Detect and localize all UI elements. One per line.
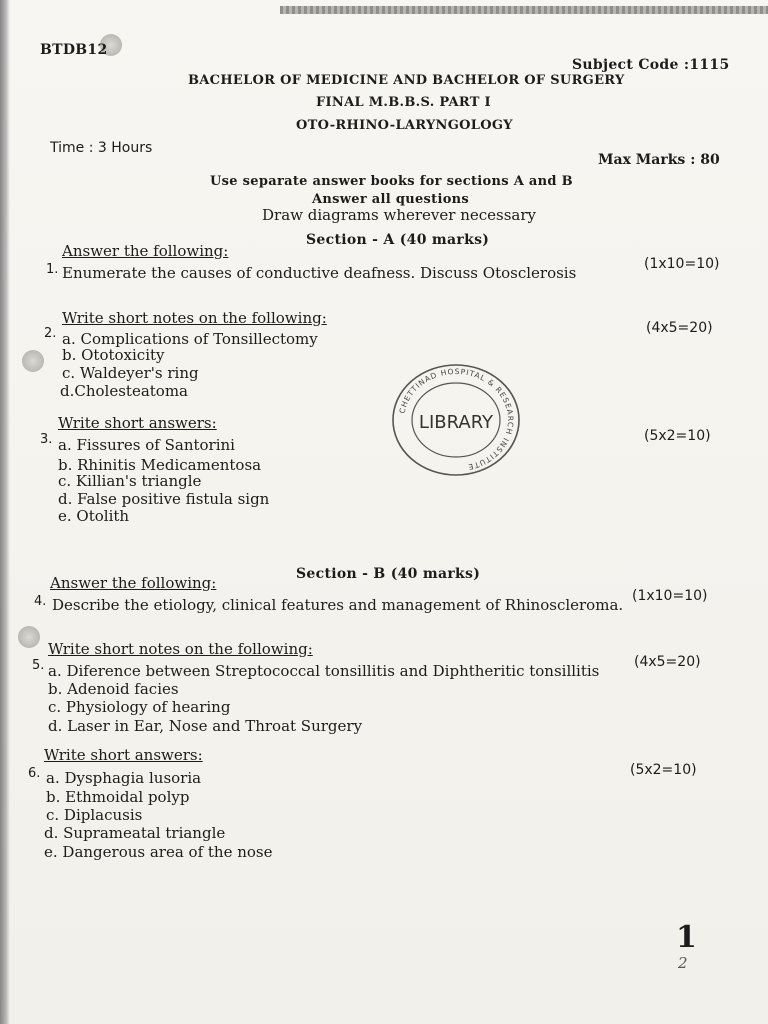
q3-item-e: e. Otolith	[58, 507, 130, 525]
stamp-ring-text: CHETTINAD HOSPITAL & RESEARCH INSTITUTE	[397, 366, 516, 472]
exam-title: FINAL M.B.B.S. PART I	[316, 95, 491, 110]
q3-item-c: c. Killian's triangle	[58, 472, 202, 490]
q3-marks: (5x2=10)	[644, 428, 711, 444]
q6-number: 6.	[28, 766, 41, 781]
instruction-diagrams: Draw diagrams wherever necessary	[262, 206, 537, 224]
q3-number: 3.	[40, 432, 53, 447]
scan-top-edge	[280, 6, 768, 14]
q2-heading: Write short notes on the following:	[62, 309, 327, 327]
q3-heading: Write short answers:	[58, 414, 217, 432]
q4-marks: (1x10=10)	[632, 588, 708, 604]
degree-title: BACHELOR OF MEDICINE AND BACHELOR OF SURGERY	[188, 73, 625, 88]
instruction-answer-all: Answer all questions	[312, 192, 470, 207]
library-stamp	[390, 362, 522, 478]
q6-item-d: d. Suprameatal triangle	[44, 824, 226, 842]
q5-heading: Write short notes on the following:	[48, 640, 313, 658]
q5-item-d: d. Laser in Ear, Nose and Throat Surgery	[48, 717, 363, 735]
handwritten-mark: 2	[678, 954, 688, 972]
q5-number: 5.	[32, 658, 45, 673]
q4-text: Describe the etiology, clinical features and management of Rhinoscleroma.	[52, 596, 624, 614]
q1-marks: (1x10=10)	[644, 256, 720, 272]
q3-item-d: d. False positive fistula sign	[58, 490, 270, 508]
q4-heading: Answer the following:	[50, 574, 217, 592]
subject-title: OTO-RHINO-LARYNGOLOGY	[296, 118, 513, 133]
q1-text: Enumerate the causes of conductive deafness. Discuss Otosclerosis	[62, 264, 577, 282]
q6-item-b: b. Ethmoidal polyp	[46, 788, 190, 806]
page-number: 1	[676, 920, 697, 955]
q3-item-a: a. Fissures of Santorini	[58, 436, 235, 454]
q5-item-a: a. Diference between Streptococcal tonsillitis and Diphtheritic tonsillitis	[48, 662, 600, 680]
q6-item-a: a. Dysphagia lusoria	[46, 769, 202, 787]
q2-item-b: b. Ototoxicity	[62, 346, 165, 364]
q2-marks: (4x5=20)	[646, 320, 713, 336]
max-marks: Max Marks : 80	[598, 152, 720, 168]
q6-heading: Write short answers:	[44, 746, 203, 764]
q6-item-e: e. Dangerous area of the nose	[44, 843, 273, 861]
instruction-separate-books: Use separate answer books for sections A and B	[210, 174, 573, 189]
q6-item-c: c. Diplacusis	[46, 806, 143, 824]
q3-item-b: b. Rhinitis Medicamentosa	[58, 456, 262, 474]
q2-item-d: d.Cholesteatoma	[60, 382, 188, 400]
stamp-library-text: LIBRARY	[418, 412, 494, 433]
section-b-title: Section - B (40 marks)	[296, 566, 481, 582]
q5-marks: (4x5=20)	[634, 654, 701, 670]
punch-hole-middle	[22, 350, 44, 372]
paper-code: BTDB12	[40, 42, 108, 58]
q6-marks: (5x2=10)	[630, 762, 697, 778]
q5-item-b: b. Adenoid facies	[48, 680, 179, 698]
q1-number: 1.	[46, 262, 59, 277]
q4-number: 4.	[34, 594, 47, 609]
section-a-title: Section - A (40 marks)	[306, 232, 490, 248]
q1-heading: Answer the following:	[62, 242, 229, 260]
subject-code: Subject Code :1115	[572, 57, 730, 73]
q5-item-c: c. Physiology of hearing	[48, 698, 231, 716]
punch-hole-lower	[18, 626, 40, 648]
q2-item-a: a. Complications of Tonsillectomy	[62, 330, 318, 348]
q2-item-c: c. Waldeyer's ring	[62, 364, 199, 382]
exam-time: Time : 3 Hours	[50, 140, 153, 156]
q2-number: 2.	[44, 326, 57, 341]
scan-left-edge	[0, 0, 10, 1024]
